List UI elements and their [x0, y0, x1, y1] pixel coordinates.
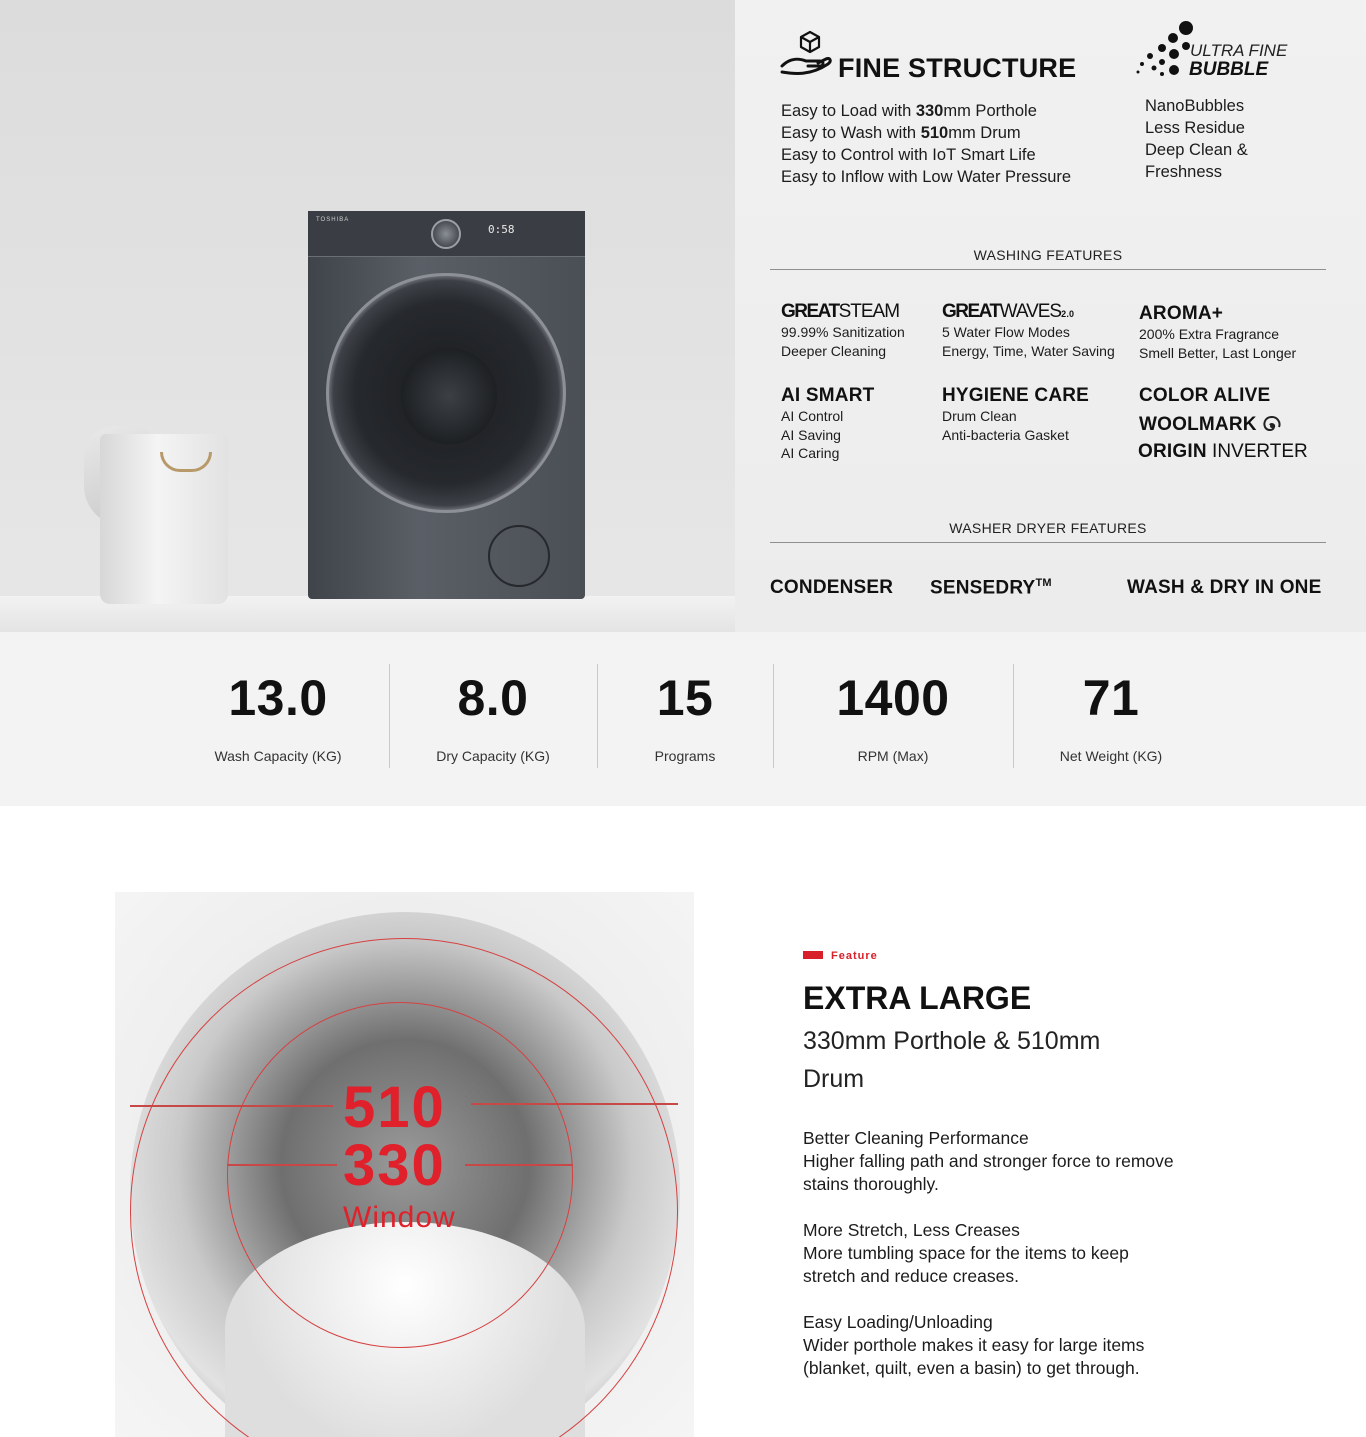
- feature-line: AI Control: [781, 408, 844, 424]
- fine-structure-line: Easy to Control with IoT Smart Life: [781, 146, 1036, 164]
- bubble-label: BUBBLE: [1189, 59, 1269, 80]
- porthole-size-label: 330: [343, 1133, 446, 1198]
- bubble-line: Freshness: [1145, 163, 1223, 181]
- hand-box-icon: [780, 28, 836, 78]
- condenser-label: CONDENSER: [770, 577, 894, 598]
- benefit-text: Higher falling path and stronger force to remove stains thoroughly.: [803, 1151, 1174, 1194]
- feature-line: AI Saving: [781, 426, 841, 443]
- feature-title: EXTRA LARGE: [803, 980, 1032, 1016]
- washer-display: 0:58: [488, 223, 515, 236]
- program-knob: [431, 219, 461, 249]
- fine-structure-line: Easy to Load with 330mm Porthole: [781, 102, 1037, 120]
- feature-subtitle: 330mm Porthole & 510mm Drum: [803, 1027, 1101, 1093]
- hygiene-care-title: HYGIENE CARE: [942, 385, 1090, 406]
- feature-line: 200% Extra Fragrance: [1139, 326, 1280, 342]
- washer-door: [326, 273, 566, 513]
- wash-dry-in-one-label: WASH & DRY IN ONE: [1127, 577, 1322, 598]
- feature-great-steam: [781, 301, 905, 360]
- feature-color-alive: [1139, 385, 1270, 407]
- feature-aroma: [1139, 303, 1296, 362]
- spec-value: 15: [656, 670, 714, 726]
- spec-divider: [1013, 664, 1014, 768]
- spec-label: RPM (Max): [857, 748, 929, 764]
- benefit-cleaning: [803, 1127, 1183, 1196]
- feature-line: Anti-bacteria Gasket: [942, 426, 1069, 443]
- window-label: Window: [343, 1201, 456, 1234]
- woolmark-title: WOOLMARK: [1139, 414, 1257, 435]
- porthole-width-line: [465, 1164, 573, 1166]
- feature-line: Drum Clean: [942, 408, 1017, 424]
- fine-structure-line: Easy to Wash with 510mm Drum: [781, 124, 1021, 142]
- drum-photo: [115, 892, 694, 1437]
- feature-tag-marker: [803, 951, 823, 959]
- ai-smart-title: AI SMART: [781, 385, 875, 406]
- specs-band: [0, 632, 1366, 806]
- spec-label: Dry Capacity (KG): [436, 748, 550, 764]
- bubbles-icon: [1134, 20, 1194, 80]
- benefit-heading: Easy Loading/Unloading: [803, 1312, 993, 1332]
- feature-line: Smell Better, Last Longer: [1139, 344, 1297, 361]
- feature-line: Deeper Cleaning: [781, 342, 887, 359]
- drum-size-label: 510: [343, 1075, 446, 1140]
- color-alive-title: COLOR ALIVE: [1139, 385, 1271, 406]
- fine-structure-list: [781, 100, 1071, 188]
- feature-line: 99.99% Sanitization: [781, 324, 905, 340]
- benefit-loading: [803, 1311, 1183, 1380]
- benefit-text: Wider porthole makes it easy for large items (blanket, quilt, even a basin) to get through.: [803, 1335, 1145, 1378]
- section-divider: [770, 269, 1326, 270]
- feature-line: Energy, Time, Water Saving: [942, 342, 1115, 359]
- washer-dryer-heading: WASHER DRYER FEATURES: [949, 520, 1147, 536]
- spec-value: 1400: [836, 670, 950, 726]
- feature-origin-inverter: [1138, 441, 1308, 463]
- great-waves-logo: GREATWAVES2.0: [942, 301, 1075, 322]
- inverter-title: INVERTER: [1206, 441, 1308, 462]
- spec-value: 8.0: [457, 670, 529, 726]
- spec-value: 71: [1082, 670, 1140, 726]
- feature-line: AI Caring: [781, 445, 840, 461]
- feature-great-waves: [942, 301, 1115, 360]
- washer-brand: TOSHIBA: [316, 217, 350, 223]
- ultra-fine-label: ULTRA FINE: [1190, 41, 1288, 60]
- washing-features-heading: WASHING FEATURES: [973, 247, 1123, 263]
- benefit-stretch: [803, 1219, 1183, 1288]
- section-divider: [770, 542, 1326, 543]
- woolmark-icon: [1261, 415, 1283, 435]
- benefit-heading: More Stretch, Less Creases: [803, 1220, 1020, 1240]
- porthole-width-line: [227, 1164, 337, 1166]
- spec-label: Wash Capacity (KG): [214, 748, 342, 764]
- bubble-line: Less Residue: [1145, 119, 1245, 137]
- washer-control-panel: [308, 211, 585, 257]
- hero-banner: [0, 0, 1366, 632]
- origin-title: ORIGIN: [1138, 441, 1207, 462]
- spec-label: Net Weight (KG): [1059, 748, 1163, 764]
- drum-width-line: [130, 1105, 333, 1107]
- spec-value: 13.0: [228, 670, 328, 726]
- washing-machine: [308, 211, 585, 599]
- bubble-line: Deep Clean &: [1145, 141, 1248, 159]
- feature-woolmark: [1139, 414, 1283, 436]
- spec-divider: [597, 664, 598, 768]
- bubble-line: NanoBubbles: [1145, 97, 1245, 115]
- spec-divider: [773, 664, 774, 768]
- bubble-benefits: [1145, 95, 1248, 183]
- benefit-heading: Better Cleaning Performance: [803, 1128, 1029, 1148]
- feature-line: 5 Water Flow Modes: [942, 324, 1070, 340]
- filter-cover: [488, 525, 550, 587]
- spec-label: Programs: [654, 748, 716, 764]
- spec-divider: [389, 664, 390, 768]
- drum-width-line: [471, 1103, 678, 1105]
- fine-structure-line: Easy to Inflow with Low Water Pressure: [781, 168, 1072, 186]
- sensedry-label: SENSEDRY™: [930, 577, 1052, 599]
- fine-structure-title: FINE STRUCTURE: [838, 53, 1077, 83]
- product-photo: [0, 0, 735, 632]
- feature-hygiene-care: [942, 385, 1089, 444]
- washer-drum: [401, 348, 497, 444]
- aroma-title: AROMA+: [1139, 303, 1224, 324]
- feature-ai-smart: [781, 385, 874, 463]
- feature-tag: Feature: [831, 950, 878, 962]
- great-steam-logo: GREATSTEAM: [781, 301, 900, 322]
- benefit-text: More tumbling space for the items to keep stretch and reduce creases.: [803, 1243, 1129, 1286]
